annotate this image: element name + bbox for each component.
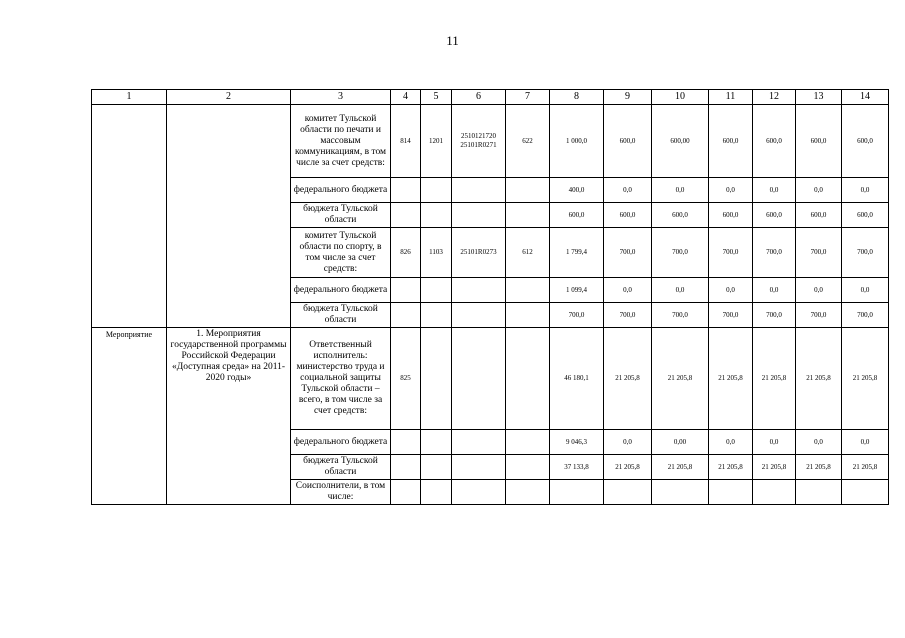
code-cell bbox=[421, 328, 452, 430]
value-cell: 600,00 bbox=[652, 105, 709, 178]
code-cell bbox=[506, 203, 550, 228]
value-cell: 600,0 bbox=[842, 203, 889, 228]
value-cell bbox=[652, 480, 709, 505]
value-cell: 0,0 bbox=[842, 178, 889, 203]
header-cell: 5 bbox=[421, 90, 452, 105]
value-cell: 21 205,8 bbox=[709, 455, 753, 480]
code-cell bbox=[421, 178, 452, 203]
value-cell: 700,0 bbox=[652, 228, 709, 278]
value-cell: 0,00 bbox=[652, 430, 709, 455]
code-cell bbox=[452, 278, 506, 303]
value-cell: 600,0 bbox=[709, 203, 753, 228]
table-row bbox=[92, 105, 889, 178]
value-cell: 0,0 bbox=[753, 278, 796, 303]
value-cell: 21 205,8 bbox=[842, 328, 889, 430]
value-cell: 600,0 bbox=[604, 203, 652, 228]
value-cell: 700,0 bbox=[604, 303, 652, 328]
code-cell bbox=[452, 203, 506, 228]
header-cell: 6 bbox=[452, 90, 506, 105]
executor-cell: федерального бюджета bbox=[291, 178, 391, 203]
value-cell: 700,0 bbox=[709, 228, 753, 278]
value-cell: 0,0 bbox=[842, 430, 889, 455]
value-cell: 600,0 bbox=[796, 105, 842, 178]
executor-cell: бюджета Тульской области bbox=[291, 303, 391, 328]
executor-cell: Соисполнители, в том числе: bbox=[291, 480, 391, 505]
code-cell bbox=[506, 303, 550, 328]
value-cell: 1 000,0 bbox=[550, 105, 604, 178]
header-cell: 8 bbox=[550, 90, 604, 105]
header-cell: 14 bbox=[842, 90, 889, 105]
value-cell: 700,0 bbox=[796, 303, 842, 328]
value-cell bbox=[550, 480, 604, 505]
code-cell bbox=[506, 278, 550, 303]
code-cell: 622 bbox=[506, 105, 550, 178]
value-cell: 0,0 bbox=[604, 430, 652, 455]
value-cell: 0,0 bbox=[709, 178, 753, 203]
value-cell: 21 205,8 bbox=[709, 328, 753, 430]
code-cell bbox=[452, 480, 506, 505]
code-cell: 2510121720 25101R0271 bbox=[452, 105, 506, 178]
code-cell bbox=[421, 455, 452, 480]
code-cell bbox=[391, 480, 421, 505]
value-cell: 700,0 bbox=[604, 228, 652, 278]
header-cell: 12 bbox=[753, 90, 796, 105]
code-cell bbox=[391, 455, 421, 480]
value-cell: 0,0 bbox=[604, 178, 652, 203]
code-cell bbox=[421, 203, 452, 228]
value-cell: 21 205,8 bbox=[796, 328, 842, 430]
value-cell: 21 205,8 bbox=[652, 455, 709, 480]
value-cell: 600,0 bbox=[652, 203, 709, 228]
value-cell bbox=[604, 480, 652, 505]
header-cell: 2 bbox=[167, 90, 291, 105]
code-cell bbox=[421, 430, 452, 455]
value-cell: 37 133,8 bbox=[550, 455, 604, 480]
value-cell: 0,0 bbox=[709, 278, 753, 303]
value-cell: 600,0 bbox=[709, 105, 753, 178]
code-cell bbox=[452, 430, 506, 455]
value-cell bbox=[709, 480, 753, 505]
empty-cell bbox=[167, 105, 291, 328]
value-cell: 0,0 bbox=[753, 178, 796, 203]
value-cell: 0,0 bbox=[753, 430, 796, 455]
value-cell: 0,0 bbox=[796, 430, 842, 455]
code-cell bbox=[391, 430, 421, 455]
value-cell: 700,0 bbox=[652, 303, 709, 328]
value-cell: 700,0 bbox=[842, 228, 889, 278]
executor-cell: комитет Тульской области по печати и массовым коммуникациям, в том числе за счет средств: bbox=[291, 105, 391, 178]
value-cell: 21 205,8 bbox=[604, 455, 652, 480]
value-cell: 21 205,8 bbox=[753, 455, 796, 480]
value-cell: 600,0 bbox=[753, 203, 796, 228]
value-cell bbox=[753, 480, 796, 505]
code-cell bbox=[391, 303, 421, 328]
code-cell bbox=[391, 278, 421, 303]
value-cell bbox=[796, 480, 842, 505]
code-cell: 826 bbox=[391, 228, 421, 278]
value-cell: 46 180,1 bbox=[550, 328, 604, 430]
executor-cell: комитет Тульской области по спорту, в том числе за счет средств: bbox=[291, 228, 391, 278]
code-cell: 825 bbox=[391, 328, 421, 430]
header-cell: 9 bbox=[604, 90, 652, 105]
value-cell: 21 205,8 bbox=[842, 455, 889, 480]
code-cell bbox=[421, 278, 452, 303]
value-cell: 9 046,3 bbox=[550, 430, 604, 455]
row-type-cell: Мероприятие bbox=[92, 328, 167, 505]
value-cell: 700,0 bbox=[550, 303, 604, 328]
code-cell bbox=[421, 480, 452, 505]
executor-cell: Ответственный исполнитель: министерство труда и социальной защиты Тульской области – всего, в том числе за счет средств: bbox=[291, 328, 391, 430]
value-cell: 0,0 bbox=[652, 178, 709, 203]
code-cell bbox=[506, 480, 550, 505]
code-cell bbox=[506, 455, 550, 480]
code-cell bbox=[506, 178, 550, 203]
header-cell: 7 bbox=[506, 90, 550, 105]
header-cell: 3 bbox=[291, 90, 391, 105]
header-row bbox=[92, 90, 889, 105]
header-cell: 11 bbox=[709, 90, 753, 105]
value-cell: 0,0 bbox=[709, 430, 753, 455]
value-cell: 600,0 bbox=[753, 105, 796, 178]
code-cell: 1201 bbox=[421, 105, 452, 178]
code-cell bbox=[391, 178, 421, 203]
measure-title-cell: 1. Мероприятия государственной программы Российской Федерации «Доступная среда» на 2011-2020 годы» bbox=[167, 328, 291, 505]
value-cell: 700,0 bbox=[753, 228, 796, 278]
budget-table bbox=[91, 89, 889, 505]
code-cell bbox=[452, 178, 506, 203]
code-cell: 25101R0273 bbox=[452, 228, 506, 278]
value-cell: 0,0 bbox=[604, 278, 652, 303]
value-cell: 600,0 bbox=[604, 105, 652, 178]
table-row bbox=[92, 328, 889, 430]
value-cell: 700,0 bbox=[842, 303, 889, 328]
value-cell: 0,0 bbox=[842, 278, 889, 303]
value-cell: 400,0 bbox=[550, 178, 604, 203]
executor-cell: бюджета Тульской области bbox=[291, 455, 391, 480]
code-cell bbox=[506, 430, 550, 455]
value-cell: 1 099,4 bbox=[550, 278, 604, 303]
code-cell: 612 bbox=[506, 228, 550, 278]
value-cell: 1 799,4 bbox=[550, 228, 604, 278]
code-cell bbox=[452, 455, 506, 480]
header-cell: 4 bbox=[391, 90, 421, 105]
executor-cell: бюджета Тульской области bbox=[291, 203, 391, 228]
value-cell: 0,0 bbox=[652, 278, 709, 303]
value-cell: 600,0 bbox=[842, 105, 889, 178]
code-cell: 814 bbox=[391, 105, 421, 178]
code-cell bbox=[452, 303, 506, 328]
value-cell bbox=[842, 480, 889, 505]
value-cell: 21 205,8 bbox=[604, 328, 652, 430]
executor-cell: федерального бюджета bbox=[291, 430, 391, 455]
value-cell: 700,0 bbox=[796, 228, 842, 278]
empty-cell bbox=[92, 105, 167, 328]
value-cell: 21 205,8 bbox=[753, 328, 796, 430]
code-cell bbox=[506, 328, 550, 430]
value-cell: 21 205,8 bbox=[796, 455, 842, 480]
executor-cell: федерального бюджета bbox=[291, 278, 391, 303]
value-cell: 0,0 bbox=[796, 278, 842, 303]
value-cell: 700,0 bbox=[709, 303, 753, 328]
value-cell: 21 205,8 bbox=[652, 328, 709, 430]
code-cell bbox=[391, 203, 421, 228]
header-cell: 1 bbox=[92, 90, 167, 105]
value-cell: 700,0 bbox=[753, 303, 796, 328]
header-cell: 10 bbox=[652, 90, 709, 105]
page-number: 11 bbox=[446, 33, 459, 48]
code-cell: 1103 bbox=[421, 228, 452, 278]
code-cell bbox=[452, 328, 506, 430]
value-cell: 600,0 bbox=[550, 203, 604, 228]
value-cell: 0,0 bbox=[796, 178, 842, 203]
header-cell: 13 bbox=[796, 90, 842, 105]
value-cell: 600,0 bbox=[796, 203, 842, 228]
code-cell bbox=[421, 303, 452, 328]
